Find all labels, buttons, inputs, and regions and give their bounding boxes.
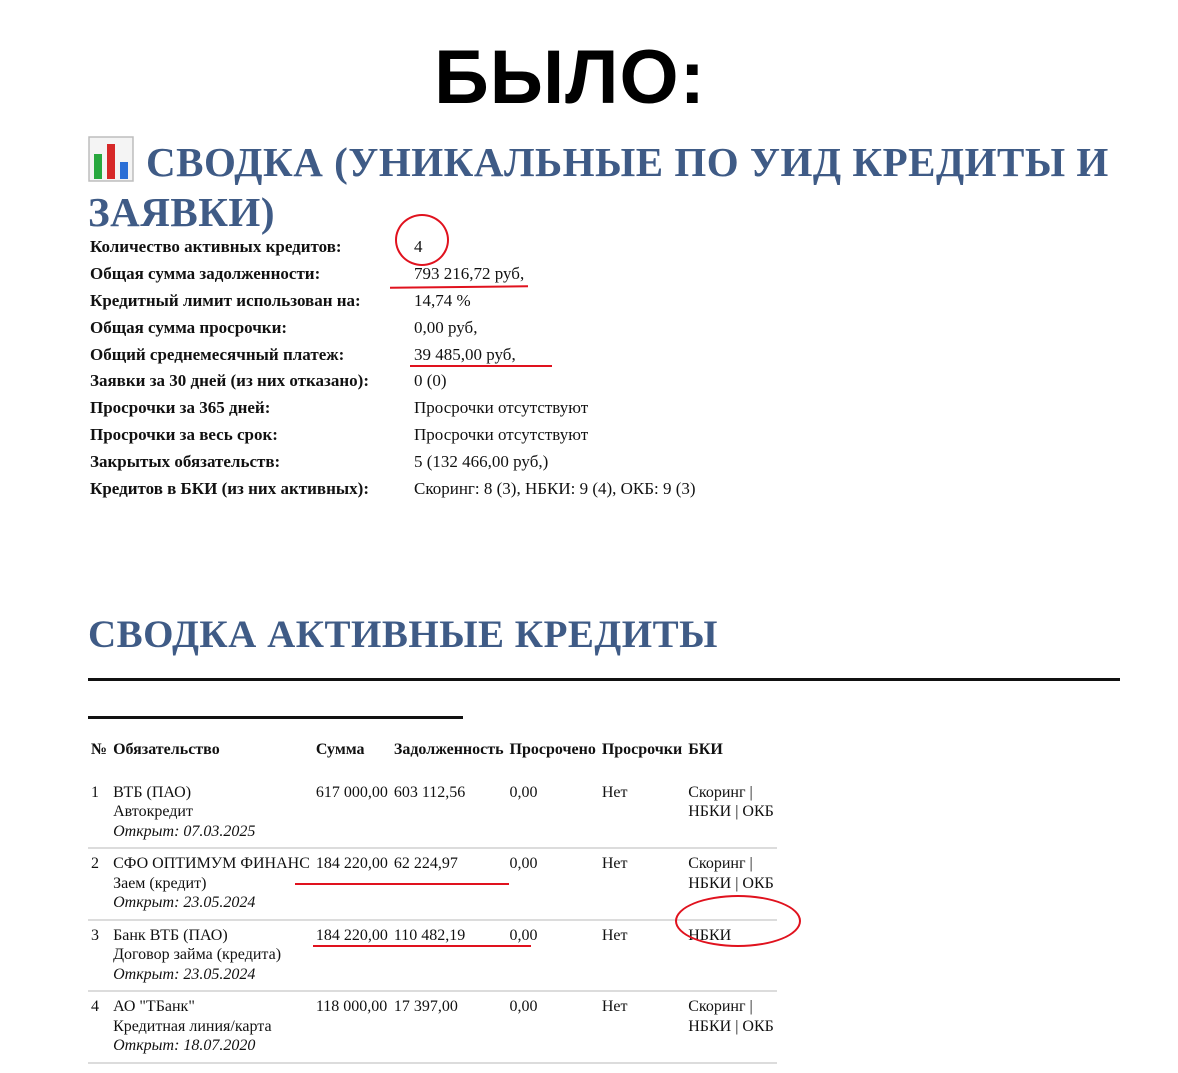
summary-row <box>90 422 696 449</box>
summary-value: Скоринг: 8 (3), НБКИ: 9 (4), ОКБ: 9 (3) <box>414 478 696 498</box>
summary-value: 0,00 руб, <box>414 317 478 337</box>
summary-value: 5 (132 466,00 руб,) <box>414 451 549 471</box>
row-number: 1 <box>91 783 99 801</box>
bki-line: Скоринг | <box>688 855 753 872</box>
bki-line: НБКИ | ОКБ <box>688 874 774 892</box>
summary-value: 39 485,00 руб, <box>414 344 516 364</box>
summary-label: Количество активных кредитов: <box>90 237 342 257</box>
opened-date: Открыт: 18.07.2020 <box>113 1037 256 1054</box>
summary-value: 793 216,72 руб, <box>414 264 525 284</box>
opened-date: Открыт: 23.05.2024 <box>113 894 256 911</box>
summary-row <box>90 448 696 475</box>
bki-line: Скоринг | <box>688 783 753 801</box>
annotation-underline-row2 <box>295 883 509 885</box>
creditor-name: ВТБ (ПАО) <box>113 783 192 801</box>
summary-row <box>90 314 696 341</box>
overdue-cell: 0,00 <box>509 783 538 801</box>
bki-cell <box>685 778 777 849</box>
obligation-cell <box>110 991 313 1063</box>
summary-list <box>90 234 696 502</box>
overdue-cell: 0,00 <box>509 998 538 1015</box>
opened-date: Открыт: 07.03.2025 <box>113 822 256 840</box>
column-header: Просрочено <box>509 741 596 758</box>
summary-row <box>90 288 696 315</box>
summary-row <box>90 234 696 261</box>
column-header: Задолженность <box>393 741 504 758</box>
summary-value: 14,74 % <box>414 290 471 310</box>
summary-row <box>90 395 696 422</box>
debt-cell: 17 397,00 <box>393 998 458 1015</box>
row-number: 3 <box>91 926 99 944</box>
column-header: № <box>91 741 108 758</box>
annotation-underline-payment <box>410 365 552 367</box>
creditor-name: СФО ОПТИМУМ ФИНАНС <box>113 855 310 872</box>
summary-label: Кредитов в БКИ (из них активных): <box>90 478 369 498</box>
debt-cell: 62 224,97 <box>393 855 458 872</box>
summary-value: 0 (0) <box>414 371 447 391</box>
bki-line: НБКИ | ОКБ <box>688 803 774 820</box>
delinquency-cell: Нет <box>601 998 628 1015</box>
obligation-cell <box>110 848 313 920</box>
summary-row <box>90 261 696 288</box>
summary-row <box>90 475 696 502</box>
summary-value: Просрочки отсутствуют <box>414 398 589 418</box>
creditor-name: АО "ТБанк" <box>113 998 195 1015</box>
bki-line: Скоринг | <box>688 998 753 1015</box>
active-loans-table <box>88 736 777 1064</box>
amount-cell: 118 000,00 <box>315 998 388 1015</box>
summary-label: Заявки за 30 дней (из них отказано): <box>90 371 369 391</box>
annotation-circle-count <box>395 214 449 266</box>
overdue-cell: 0,00 <box>509 855 538 872</box>
obligation-cell <box>110 778 313 849</box>
summary-label: Закрытых обязательств: <box>90 451 281 471</box>
delinquency-cell: Нет <box>601 855 628 872</box>
summary-value: 4 <box>414 237 423 257</box>
annotation-underline-row3 <box>313 945 531 947</box>
column-header: Просрочки <box>601 741 683 758</box>
table-row <box>88 920 777 992</box>
obligation-cell <box>110 920 313 992</box>
product-type: Автокредит <box>113 803 193 820</box>
summary-label: Просрочки за весь срок: <box>90 424 278 444</box>
product-type: Договор займа (кредита) <box>113 946 282 963</box>
product-type: Кредитная линия/карта <box>113 1017 272 1035</box>
delinquency-cell: Нет <box>601 926 628 944</box>
amount-cell: 184 220,00 <box>315 855 388 872</box>
amount-cell: 184 220,00 <box>315 926 388 944</box>
debt-cell: 603 112,56 <box>393 783 466 801</box>
summary-label: Общий среднемесячный платеж: <box>90 344 345 364</box>
bki-line: НБКИ <box>688 926 732 944</box>
active-loans-heading: СВОДКА АКТИВНЫЕ КРЕДИТЫ <box>88 613 718 656</box>
creditor-name: Банк ВТБ (ПАО) <box>113 926 228 944</box>
summary-label: Общая сумма просрочки: <box>90 317 288 337</box>
summary-heading <box>88 136 1138 237</box>
table-row <box>88 991 777 1063</box>
summary-label: Просрочки за 365 дней: <box>90 398 271 418</box>
amount-cell: 617 000,00 <box>315 783 388 801</box>
heading-underline <box>88 678 1120 681</box>
row-number: 2 <box>91 855 99 872</box>
bki-cell <box>685 991 777 1063</box>
summary-label: Кредитный лимит использован на: <box>90 290 361 310</box>
row-number: 4 <box>91 998 99 1015</box>
debt-cell: 110 482,19 <box>393 926 466 944</box>
column-header: Обязательство <box>113 741 220 758</box>
column-header: БКИ <box>688 741 723 758</box>
opened-date: Открыт: 23.05.2024 <box>113 965 256 983</box>
overdue-cell: 0,00 <box>509 926 538 944</box>
table-header-row <box>88 736 777 778</box>
summary-row <box>90 341 696 368</box>
heading-underline <box>88 716 463 719</box>
table-row <box>88 778 777 849</box>
delinquency-cell: Нет <box>601 783 628 801</box>
annotation-circle-bki <box>675 895 801 947</box>
summary-label: Общая сумма задолженности: <box>90 264 321 284</box>
column-header: Сумма <box>315 741 365 758</box>
summary-value: Просрочки отсутствуют <box>414 424 589 444</box>
bki-line: НБКИ | ОКБ <box>688 1017 774 1035</box>
summary-title: СВОДКА (УНИКАЛЬНЫЕ ПО УИД КРЕДИТЫ И ЗАЯВКИ) <box>88 139 1109 235</box>
summary-row <box>90 368 696 395</box>
before-label: БЫЛО: <box>434 35 706 120</box>
product-type: Заем (кредит) <box>113 874 207 892</box>
bar-chart-icon <box>88 136 134 182</box>
